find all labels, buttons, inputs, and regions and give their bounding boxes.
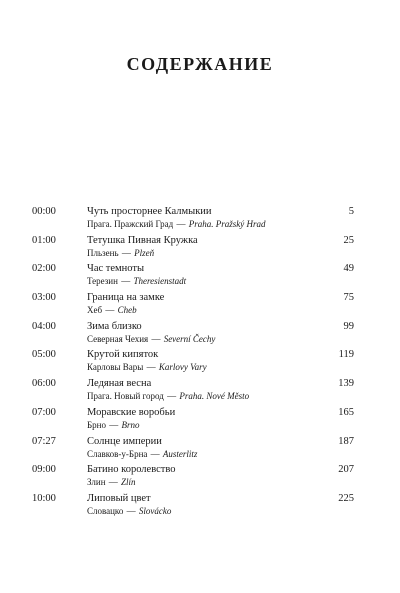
- location-original-name: Cheb: [117, 305, 137, 316]
- toc-entry: [32, 234, 354, 263]
- page-number: 99: [343, 320, 354, 332]
- chapter-title: Граница на замке: [87, 292, 165, 304]
- location-name: Славков-у-Брна: [87, 448, 148, 459]
- toc-entry: [32, 435, 354, 464]
- chapter-location: [87, 419, 139, 431]
- entry-time: 07:27: [32, 435, 56, 447]
- location-name: Брно: [87, 419, 106, 430]
- entry-time: 01:00: [32, 234, 56, 246]
- chapter-title: Липовый цвет: [87, 492, 151, 504]
- dash: —: [146, 362, 156, 373]
- chapter-title: Ледяная весна: [87, 378, 152, 390]
- chapter-location: [87, 361, 207, 373]
- toc-entry: [32, 291, 354, 320]
- page-number: 49: [343, 263, 354, 275]
- dash: —: [150, 448, 160, 459]
- entry-time: 04:00: [32, 320, 56, 332]
- page-number: 119: [338, 349, 354, 361]
- chapter-location: [87, 448, 197, 460]
- toc-entry: [32, 463, 354, 492]
- location-name: Северная Чехия: [87, 333, 149, 344]
- location-name: Терезин: [87, 276, 118, 287]
- entry-time: 09:00: [32, 464, 56, 476]
- chapter-title: Крутой кипяток: [87, 349, 159, 361]
- page-number: 25: [343, 234, 354, 246]
- dash: —: [126, 505, 136, 516]
- dash: —: [176, 219, 186, 229]
- entry-time: 07:00: [32, 406, 56, 418]
- chapter-location: [87, 476, 136, 488]
- dash: —: [167, 391, 177, 402]
- toc-entry: [32, 377, 354, 406]
- chapter-location: [87, 247, 154, 259]
- location-name: Хеб: [87, 305, 103, 316]
- location-original-name: Theresienstadt: [133, 276, 187, 287]
- toc-entry: [32, 406, 354, 435]
- location-original-name: Karlovy Vary: [158, 362, 207, 373]
- toc-entry: [32, 320, 354, 349]
- toc-entry: [32, 492, 354, 521]
- location-name: Прага. Новый город: [87, 391, 164, 402]
- location-original-name: Slovácko: [138, 505, 172, 516]
- page-number: 5: [348, 206, 354, 217]
- location-name: Злин: [87, 477, 106, 488]
- dash: —: [121, 276, 131, 287]
- chapter-title: Тетушка Пивная Кружка: [87, 234, 198, 246]
- chapter-title: Чуть просторнее Калмыкии: [87, 206, 212, 217]
- page-number: 139: [338, 378, 354, 390]
- location-name: Прага. Пражский Град: [87, 219, 174, 229]
- location-original-name: Severní Čechy: [163, 333, 216, 344]
- location-name: Карловы Вары: [87, 362, 144, 373]
- location-original-name: Zlín: [121, 477, 136, 488]
- chapter-location: [87, 275, 186, 287]
- page-number: 187: [338, 435, 354, 447]
- entry-time: 06:00: [32, 378, 56, 390]
- toc-entry: [32, 205, 354, 234]
- toc-entry: [32, 348, 354, 377]
- dash: —: [151, 333, 161, 344]
- chapter-title: Батино королевство: [87, 464, 176, 476]
- toc-entry: [32, 262, 354, 291]
- chapter-title: Час темноты: [87, 263, 145, 275]
- chapter-location: [87, 333, 215, 345]
- location-original-name: Brno: [121, 419, 140, 430]
- page-number: 207: [338, 464, 354, 476]
- chapter-title: Зима близко: [87, 320, 142, 332]
- page-title: СОДЕРЖАНИЕ: [126, 54, 274, 74]
- chapter-location: [87, 505, 171, 517]
- entry-time: 00:00: [32, 206, 56, 217]
- location-original-name: Plzeň: [134, 247, 155, 258]
- entry-time: 03:00: [32, 292, 56, 304]
- page-number: 225: [338, 492, 354, 504]
- dash: —: [105, 305, 115, 316]
- dash: —: [108, 477, 118, 488]
- location-original-name: Austerlitz: [162, 448, 198, 459]
- location-name: Словацко: [87, 505, 124, 516]
- table-of-contents: [32, 205, 354, 521]
- entry-time: 02:00: [32, 263, 56, 275]
- entry-time: 05:00: [32, 349, 56, 361]
- chapter-location: [87, 390, 249, 402]
- dash: —: [109, 419, 119, 430]
- chapter-location: [87, 304, 137, 316]
- chapter-location: [87, 218, 265, 230]
- location-name: Пльзень: [87, 247, 119, 258]
- chapter-title: Моравские воробьи: [87, 406, 176, 418]
- page-number: 165: [338, 406, 354, 418]
- dash: —: [121, 247, 131, 258]
- location-original-name: Praha. Pražský Hrad: [188, 219, 266, 229]
- location-original-name: Praha. Nové Město: [179, 391, 250, 402]
- chapter-title: Солнце империи: [87, 435, 162, 447]
- page-number: 75: [343, 292, 354, 304]
- entry-time: 10:00: [32, 492, 56, 504]
